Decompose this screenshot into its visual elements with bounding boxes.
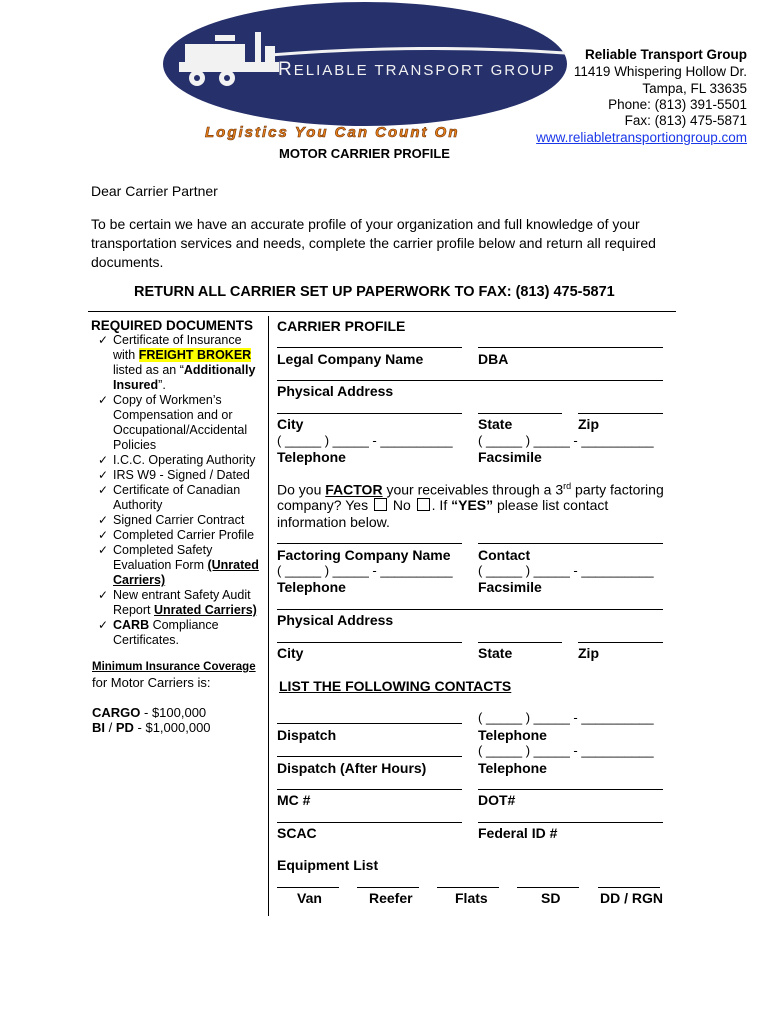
check-icon: ✓ xyxy=(98,528,109,542)
company-phone: Phone: (813) 391-5501 xyxy=(608,97,747,112)
column-divider xyxy=(268,316,269,916)
factor-question-1: Do you FACTOR your receivables through a 3rd party factoring xyxy=(277,481,664,498)
dd-rgn-field[interactable] xyxy=(598,887,660,888)
after-hours-telephone-field[interactable]: ( _____ ) _____ - __________ xyxy=(478,743,654,758)
dot-field[interactable] xyxy=(478,789,663,790)
city-field[interactable] xyxy=(277,413,462,414)
fax-banner: RETURN ALL CARRIER SET UP PAPERWORK TO FAX: (813) 475-5871 xyxy=(134,284,615,300)
req-workmens-comp-4: Policies xyxy=(113,438,157,452)
factoring-state-label: State xyxy=(478,645,513,661)
company-website-link[interactable]: www.reliabletransportiongroup.com xyxy=(536,130,747,145)
req-canadian-cert: Certificate of Canadian xyxy=(113,483,241,497)
telephone-label: Telephone xyxy=(277,449,346,465)
dispatch-after-hours-field[interactable] xyxy=(277,756,462,757)
legal-name-field[interactable] xyxy=(277,347,462,348)
req-canadian-cert-2: Authority xyxy=(113,498,163,512)
dispatch-telephone-label: Telephone xyxy=(478,727,547,743)
contact-field[interactable] xyxy=(478,543,663,544)
dot-label: DOT# xyxy=(478,792,516,808)
company-city: Tampa, FL 33635 xyxy=(642,81,747,96)
scac-field[interactable] xyxy=(277,822,462,823)
dispatch-telephone-field[interactable]: ( _____ ) _____ - __________ xyxy=(478,710,654,725)
factoring-telephone-field[interactable]: ( _____ ) _____ - __________ xyxy=(277,563,453,578)
physical-address-field[interactable] xyxy=(277,380,663,381)
required-documents-heading: REQUIRED DOCUMENTS xyxy=(91,318,254,333)
equipment-list-heading: Equipment List xyxy=(277,857,379,873)
check-icon: ✓ xyxy=(98,453,109,467)
contact-label: Contact xyxy=(478,547,531,563)
equipment-van-label: Van xyxy=(297,890,322,906)
factoring-company-label: Factoring Company Name xyxy=(277,547,451,563)
req-safety-audit: New entrant Safety Audit xyxy=(113,588,251,602)
factoring-city-field[interactable] xyxy=(277,642,462,643)
equipment-flats-label: Flats xyxy=(455,890,488,906)
check-icon: ✓ xyxy=(98,333,109,347)
flats-field[interactable] xyxy=(437,887,499,888)
sd-field[interactable] xyxy=(517,887,579,888)
mc-field[interactable] xyxy=(277,789,462,790)
factoring-state-field[interactable] xyxy=(478,642,562,643)
req-insurance: Certificate of Insurance xyxy=(113,333,242,347)
company-street: 11419 Whispering Hollow Dr. xyxy=(573,64,747,79)
bipd-coverage: BI / PD - $1,000,000 xyxy=(92,720,211,735)
factoring-city-label: City xyxy=(277,645,304,661)
zip-field[interactable] xyxy=(578,413,663,414)
req-workmens-comp-3: Occupational/Accidental xyxy=(113,423,248,437)
contacts-heading: LIST THE FOLLOWING CONTACTS xyxy=(279,678,512,694)
check-icon: ✓ xyxy=(98,588,109,602)
company-name: Reliable Transport Group xyxy=(584,47,747,62)
check-icon: ✓ xyxy=(98,393,109,407)
logo-swoosh xyxy=(270,47,565,57)
federal-id-field[interactable] xyxy=(478,822,663,823)
factor-question-3: information below. xyxy=(277,514,390,530)
legal-name-label: Legal Company Name xyxy=(277,351,424,367)
check-icon: ✓ xyxy=(98,543,109,557)
req-insurance-2: with FREIGHT BROKER xyxy=(113,348,252,362)
zip-label: Zip xyxy=(578,416,599,432)
company-fax: Fax: (813) 475-5871 xyxy=(624,113,747,128)
state-label: State xyxy=(478,416,513,432)
req-workmens-comp-2: Compensation and or xyxy=(113,408,233,422)
dispatch-after-hours-label: Dispatch (After Hours) xyxy=(277,760,427,776)
cargo-coverage: CARGO - $100,000 xyxy=(92,705,207,720)
factoring-facsimile-label: Facsimile xyxy=(478,579,542,595)
min-insurance-sub: for Motor Carriers is: xyxy=(92,675,211,690)
req-carb: CARB Compliance xyxy=(113,618,219,632)
no-checkbox[interactable] xyxy=(417,498,430,511)
dispatch-field[interactable] xyxy=(277,723,462,724)
truck-icon xyxy=(175,32,285,90)
federal-id-label: Federal ID # xyxy=(478,825,558,841)
req-carrier-profile: Completed Carrier Profile xyxy=(113,528,255,542)
dba-label: DBA xyxy=(478,351,509,367)
req-safety-audit-2: Report Unrated Carriers) xyxy=(113,603,257,617)
req-insurance-4: Insured”. xyxy=(113,378,166,392)
carrier-profile-heading: CARRIER PROFILE xyxy=(277,318,406,334)
min-insurance-heading: Minimum Insurance Coverage xyxy=(92,661,256,673)
req-carb-2: Certificates. xyxy=(113,633,179,647)
check-icon: ✓ xyxy=(98,483,109,497)
req-signed-contract: Signed Carrier Contract xyxy=(113,513,245,527)
intro-text: To be certain we have an accurate profile of your organization and full knowledge of your transportation services and needs, complete the carrier profile below and return all required documents. xyxy=(91,216,656,270)
van-field[interactable] xyxy=(277,887,339,888)
check-icon: ✓ xyxy=(98,618,109,632)
factoring-telephone-label: Telephone xyxy=(277,579,346,595)
state-field[interactable] xyxy=(478,413,562,414)
yes-checkbox[interactable] xyxy=(374,498,387,511)
factoring-zip-field[interactable] xyxy=(578,642,663,643)
req-workmens-comp: Copy of Workmen’s xyxy=(113,393,222,407)
city-label: City xyxy=(277,416,304,432)
factoring-facsimile-field[interactable]: ( _____ ) _____ - __________ xyxy=(478,563,654,578)
equipment-sd-label: SD xyxy=(541,890,561,906)
facsimile-field[interactable]: ( _____ ) _____ - __________ xyxy=(478,433,654,448)
mc-label: MC # xyxy=(277,792,311,808)
after-hours-telephone-label: Telephone xyxy=(478,760,547,776)
dba-field[interactable] xyxy=(478,347,663,348)
physical-address-label: Physical Address xyxy=(277,383,394,399)
logo-tagline: Logistics You Can Count On xyxy=(205,124,460,141)
equipment-dd-rgn-label: DD / RGN xyxy=(600,890,663,906)
req-insurance-3: listed as an “Additionally xyxy=(113,363,256,377)
factoring-address-field[interactable] xyxy=(277,609,663,610)
factor-question-2: company? Yes No . If “YES” please list contact xyxy=(277,497,609,513)
req-safety-eval: Completed Safety xyxy=(113,543,213,557)
scac-label: SCAC xyxy=(277,825,317,841)
req-icc-authority: I.C.C. Operating Authority xyxy=(113,453,256,467)
facsimile-label: Facsimile xyxy=(478,449,542,465)
factoring-company-field[interactable] xyxy=(277,543,462,544)
doc-title: MOTOR CARRIER PROFILE xyxy=(279,146,450,161)
req-safety-eval-2: Evaluation Form (Unrated xyxy=(113,558,259,572)
req-safety-eval-3: Carriers) xyxy=(113,573,166,587)
check-icon: ✓ xyxy=(98,513,109,527)
dispatch-label: Dispatch xyxy=(277,727,337,743)
reefer-field[interactable] xyxy=(357,887,419,888)
check-icon: ✓ xyxy=(98,468,109,482)
telephone-field[interactable]: ( _____ ) _____ - __________ xyxy=(277,433,453,448)
req-irs-w9: IRS W9 - Signed / Dated xyxy=(113,468,250,482)
factoring-zip-label: Zip xyxy=(578,645,599,661)
logo-wordmark: RELIABLE TRANSPORT GROUP xyxy=(278,59,556,80)
equipment-reefer-label: Reefer xyxy=(369,890,413,906)
factoring-address-label: Physical Address xyxy=(277,612,394,628)
greeting: Dear Carrier Partner xyxy=(91,183,218,199)
banner-divider xyxy=(88,311,676,312)
